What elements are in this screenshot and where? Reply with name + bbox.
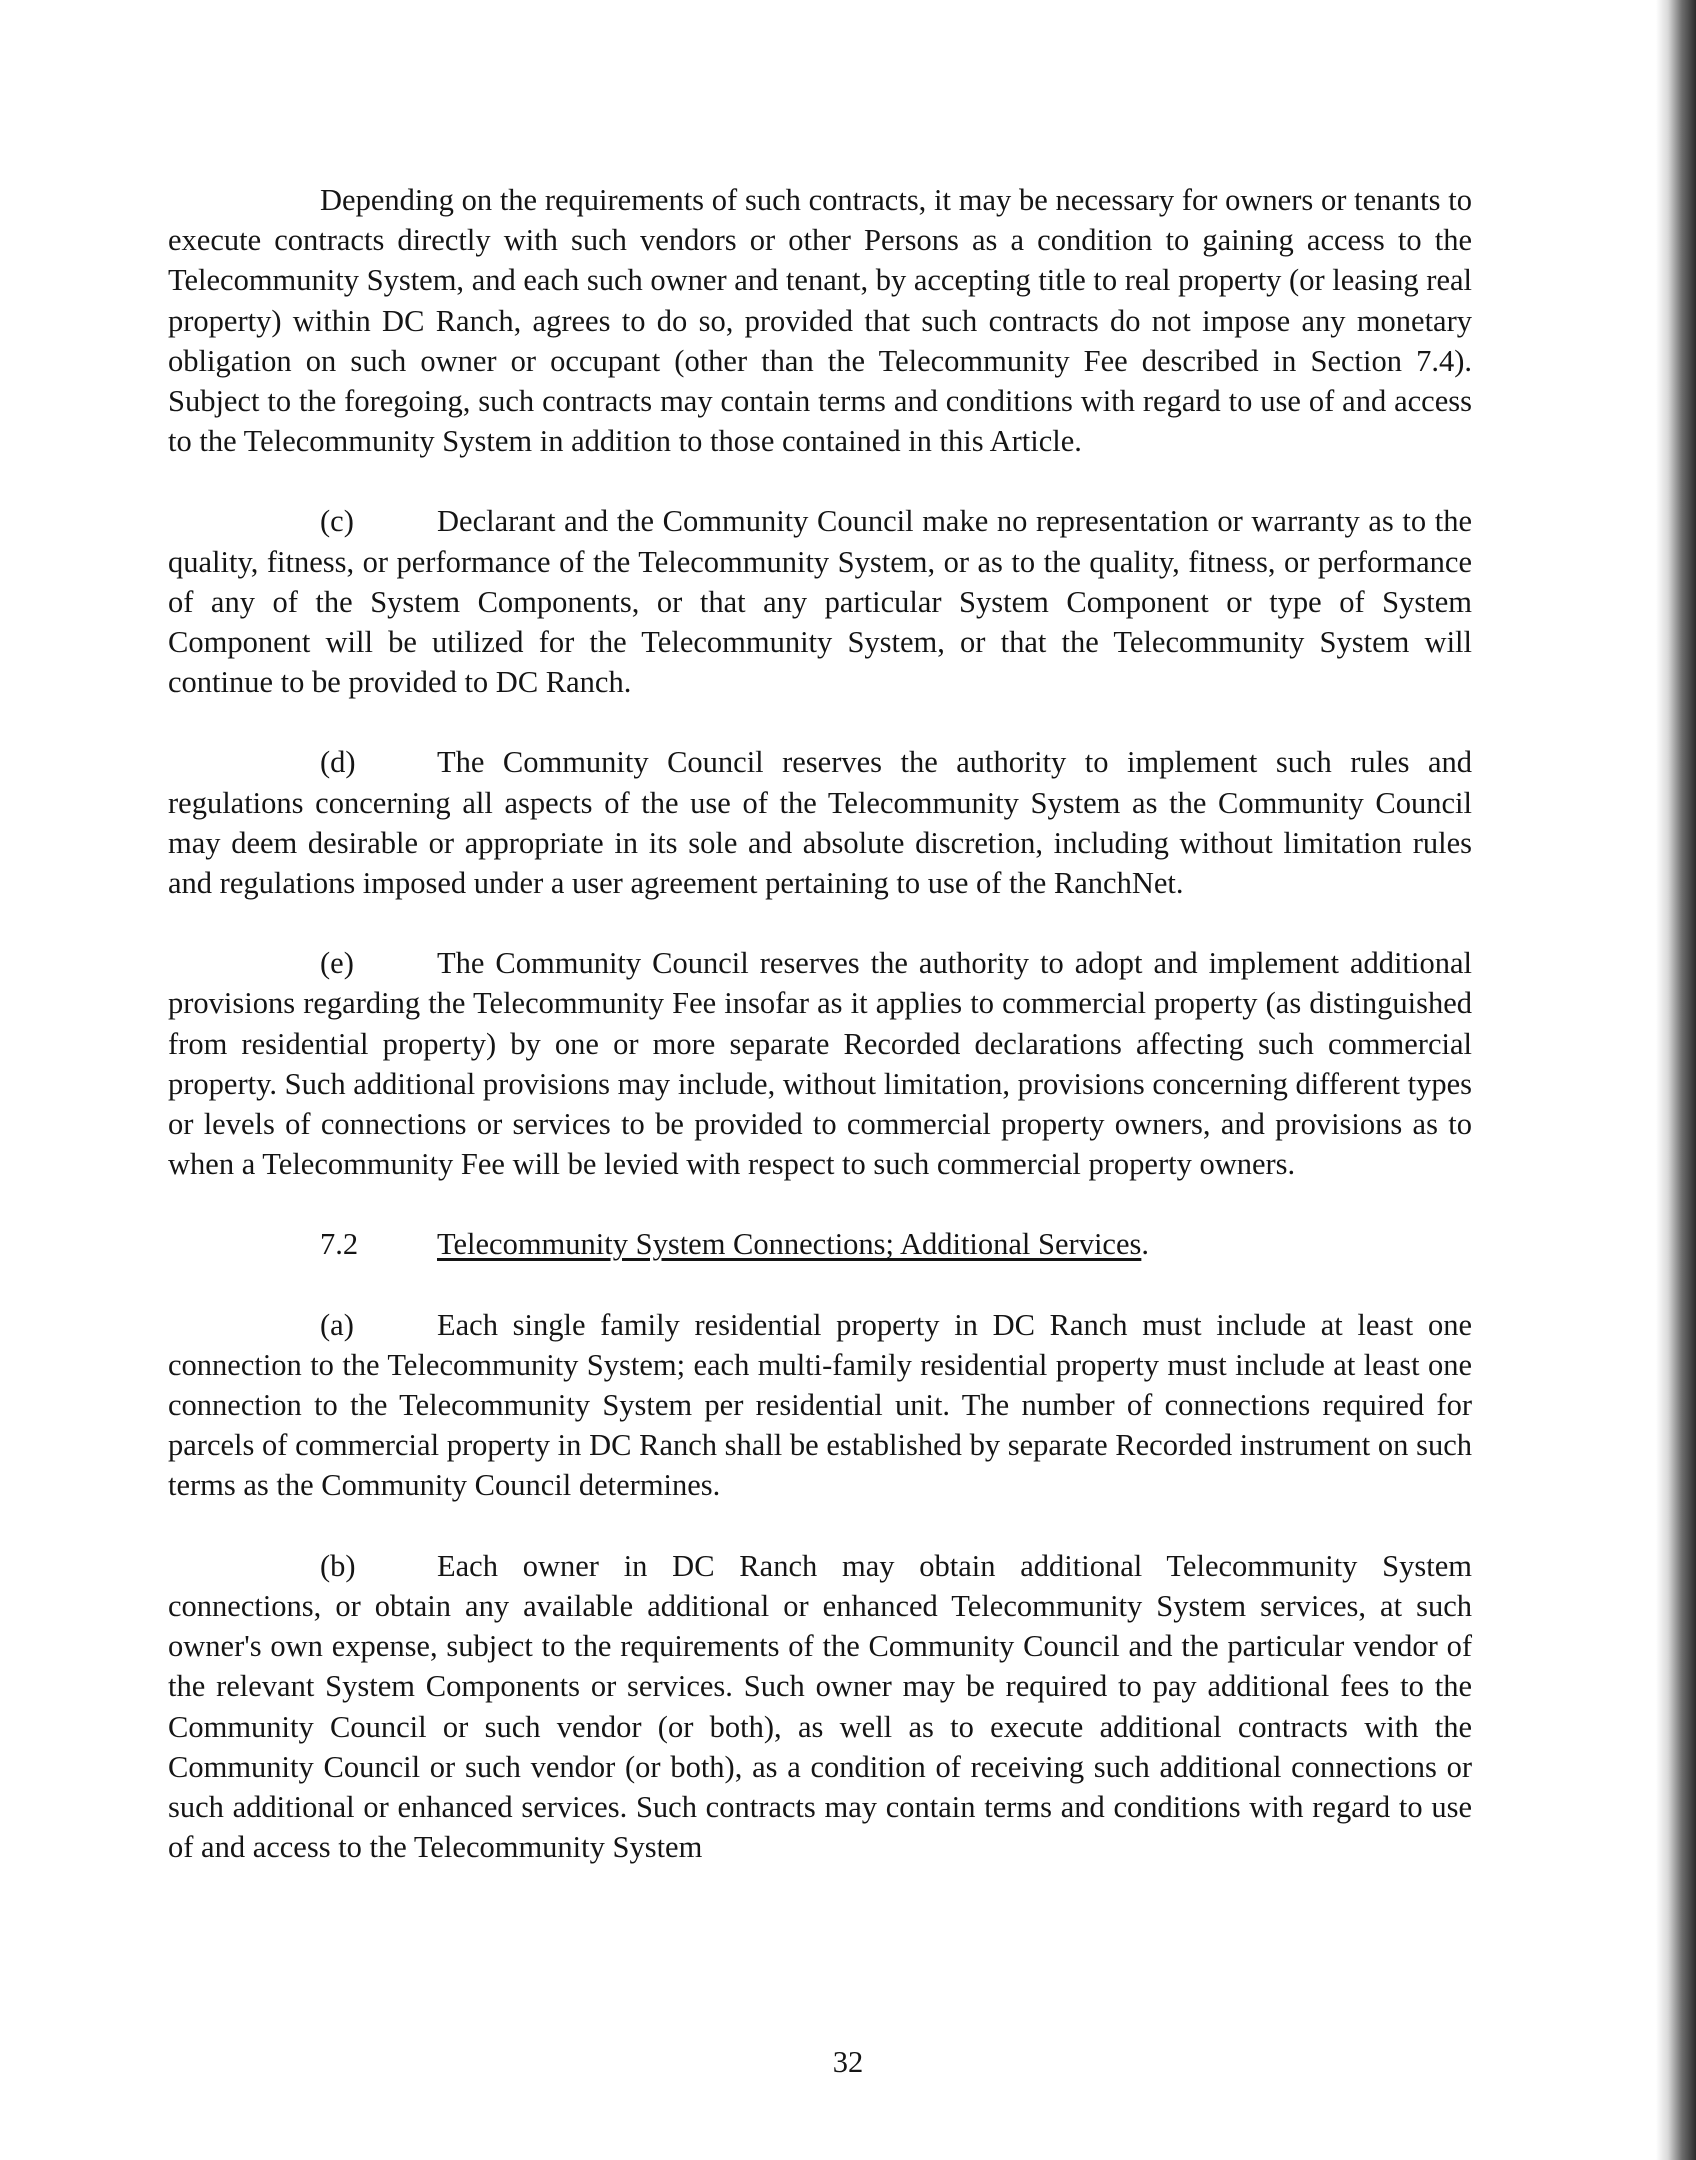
section-heading — [168, 1224, 1472, 1264]
section-title: Telecommunity System Connections; Additional Services — [437, 1227, 1142, 1262]
page-number: 32 — [832, 2045, 864, 2079]
paragraph-label: (d) — [320, 745, 356, 780]
paragraph-d — [168, 742, 1472, 903]
paragraph-text: The Community Council reserves the authority to adopt and implement additional provisions regarding the Telecommunity Fee insofar as it applies to commercial property (as distinguished from residential property) by one or more separate Recorded declarations affecting such commercial property. Such additional provisions may include, without limitation, provisions concerning different types or levels of connections or services to be provided to commercial property owners, and provisions as to when a Telecommunity Fee will be levied with respect to such commercial property owners. — [168, 946, 1472, 1182]
paragraph-label: (e) — [320, 946, 354, 981]
paragraph-text: Each single family residential property in DC Ranch must include at least one connection to the Telecommunity System; each multi-family residential property must include at least one connection to the Telecommunity System per residential unit. The number of connections required for parcels of commercial property in DC Ranch shall be established by separate Recorded instrument on such terms as the Community Council determines. — [168, 1307, 1472, 1503]
paragraph-label: (c) — [320, 504, 354, 539]
scan-edge-shadow — [1656, 0, 1696, 2160]
paragraph-text: Depending on the requirements of such contracts, it may be necessary for owners or tenants to execute contracts directly with such vendors or other Persons as a condition to gaining access to the Telecommunity System, and each such owner and tenant, by accepting title to real property (or leasing real property) within DC Ranch, agrees to do so, provided that such contracts do not impose any monetary obligation on such owner or occupant (other than the Telecommunity Fee described in Section 7.4). Subject to the foregoing, such contracts may contain terms and conditions with regard to use of and access to the Telecommunity System in addition to those contained in this Article. — [168, 183, 1472, 459]
section-title-period: . — [1141, 1227, 1149, 1262]
paragraph-b — [168, 1546, 1472, 1868]
document-body — [168, 180, 1472, 1907]
paragraph-e — [168, 943, 1472, 1184]
paragraph-label: (b) — [320, 1548, 356, 1583]
paragraph-a — [168, 1305, 1472, 1506]
paragraph-c — [168, 501, 1472, 702]
paragraph-continuation — [168, 180, 1472, 461]
paragraph-text: Each owner in DC Ranch may obtain additional Telecommunity System connections, or obtain any available additional or enhanced Telecommunity System services, at such owner's own expense, subject to the requirements of the Community Council and the particular vendor of the relevant System Components or services. Such owner may be required to pay additional fees to the Community Council or such vendor (or both), as well as to execute additional contracts with the Community Council or such vendor (or both), as a condition of receiving such additional connections or such additional or enhanced services. Such contracts may contain terms and conditions with regard to use of and access to the Telecommunity System — [168, 1548, 1472, 1865]
paragraph-label: (a) — [320, 1307, 354, 1342]
section-number: 7.2 — [320, 1227, 359, 1262]
paragraph-text: Declarant and the Community Council make no representation or warranty as to the quality, fitness, or performance of the Telecommunity System, or as to the quality, fitness, or performance of any of the System Components, or that any particular System Component or type of System Component will be utilized for the Telecommunity System, or that the Telecommunity System will continue to be provided to DC Ranch. — [168, 504, 1472, 700]
paragraph-text: The Community Council reserves the authority to implement such rules and regulations concerning all aspects of the use of the Telecommunity System as the Community Council may deem desirable or appropriate in its sole and absolute discretion, including without limitation rules and regulations imposed under a user agreement pertaining to use of the RanchNet. — [168, 745, 1472, 901]
